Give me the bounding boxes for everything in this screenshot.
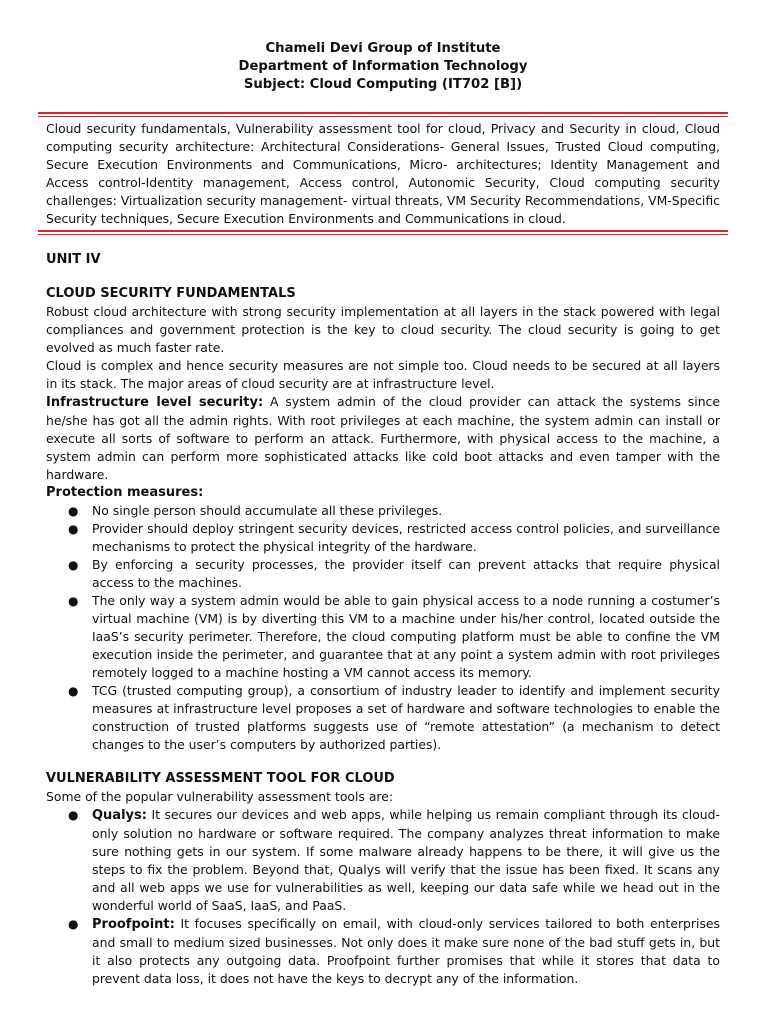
- paragraph: Cloud is complex and hence security measures are not simple too. Cloud needs to be secured at all layers in its stack. The major areas of cloud security are at infrastructure level.: [46, 358, 720, 391]
- list-item: ● By enforcing a security processes, the provider itself can prevent attacks that require physical access to the machines.: [68, 557, 720, 590]
- document-header: [46, 40, 720, 94]
- section-heading-vulnerability-tools: VULNERABILITY ASSESSMENT TOOL FOR CLOUD: [46, 771, 395, 786]
- tool-description: It focuses specifically on email, with cloud-only services tailored to both enterprises and small to medium sized businesses. Not only does it make sure none of the bad stuff gets in, but it also protects any outgoing data. Proofpoint further promises that while it stores that data to prevent data loss, it does not have the keys to decrypt any of the information.: [92, 916, 720, 986]
- protection-measures-label: Protection measures:: [46, 485, 204, 500]
- infrastructure-text: A system admin of the cloud provider can attack the systems since he/she has got all the admin rights. With root privileges at each machine, the system admin can install or execute all sorts of software to perform an attack. Furthermore, with physical access to the machine, a system admin can perform more sophisticated attacks like cold boot attacks and even tamper with the hardware.: [46, 394, 720, 482]
- tool-name: Proofpoint:: [92, 917, 175, 932]
- document-page: [46, 40, 720, 988]
- list-item: ● No single person should accumulate all these privileges.: [68, 503, 443, 518]
- list-item: [46, 915, 720, 988]
- section-heading-cloud-security: CLOUD SECURITY FUNDAMENTALS: [46, 286, 296, 301]
- list-item: [46, 806, 720, 915]
- paragraph: Robust cloud architecture with strong security implementation at all layers in the stack powered with legal compliances and government protection is the key to cloud security. The cloud security is going to get evolved as much faster rate.: [46, 304, 720, 355]
- infrastructure-paragraph: [46, 393, 720, 484]
- tools-intro: Some of the popular vulnerability assessment tools are:: [46, 789, 394, 804]
- list-item: ● The only way a system admin would be able to gain physical access to a node running a costumer’s virtual machine (VM) is by diverting this VM to a machine under his/her control, located outside the IaaS’s security perimeter. Therefore, the cloud computing platform must be able to confine the VM execution inside the perimeter, and guarantee that at any point a system admin with root privileges remotely logged to a machine hosting a VM cannot access its memory.: [68, 593, 720, 680]
- list-item: ● Provider should deploy stringent security devices, restricted access control policies, and surveillance mechanisms to protect the physical integrity of the hardware.: [68, 521, 720, 554]
- list-item: ● TCG (trusted computing group), a consortium of industry leader to identify and implement security measures at infrastructure level proposes a set of hardware and software technologies to enable the construction of trusted platforms suggests use of “remote attestation” (a mechanism to detect changes to the user’s computers by authorized parties).: [68, 683, 720, 752]
- bullet-icon: ●: [68, 504, 79, 518]
- subject-line: Subject: Cloud Computing (IT702 [B]): [243, 77, 523, 92]
- infrastructure-label: Infrastructure level security:: [46, 395, 264, 410]
- syllabus-box: [46, 112, 720, 235]
- bullet-icon: ●: [68, 684, 79, 698]
- top-red-rule: [46, 112, 720, 117]
- bullet-icon: ●: [68, 594, 79, 608]
- bottom-red-rule: [46, 230, 720, 235]
- tool-description: It secures our devices and web apps, while helping us remain compliant through its cloud-only solution no hardware or software required. The company analyzes threat information to make sure nothing gets in our system. If some malware already happens to be there, it will give us the steps to fix the problem. Beyond that, Qualys will verify that the issue has been fixed. It scans any and all web apps we use for vulnerabilities as well, keeping our data safe while we head out in the wonderful world of SaaS, IaaS, and PaaS.: [92, 807, 720, 913]
- tool-name: Qualys:: [92, 808, 147, 823]
- bullet-icon: ●: [68, 917, 79, 931]
- bullet-icon: ●: [68, 522, 79, 536]
- department-name: Department of Information Technology: [238, 59, 528, 74]
- unit-title: UNIT IV: [46, 252, 101, 267]
- institute-name: Chameli Devi Group of Institute: [265, 41, 501, 56]
- bullet-icon: ●: [68, 558, 79, 572]
- bullet-icon: ●: [68, 808, 79, 822]
- syllabus-summary: Cloud security fundamentals, Vulnerability assessment tool for cloud, Privacy and Security in cloud, Cloud computing security architecture: Architectural Considerations- General Issues, Trusted Cloud computing, Secure Execution Environments and Communications, Micro- architectures; Identity Management and Access control-Identity management, Access control, Autonomic Security, Cloud computing security challenges: Virtualization security management- virtual threats, VM Security Recommendations, VM-Specific Security techniques, Secure Execution Environments and Communications in cloud.: [46, 121, 720, 226]
- tools-list: [46, 806, 720, 988]
- protection-measures-list: [46, 502, 720, 754]
